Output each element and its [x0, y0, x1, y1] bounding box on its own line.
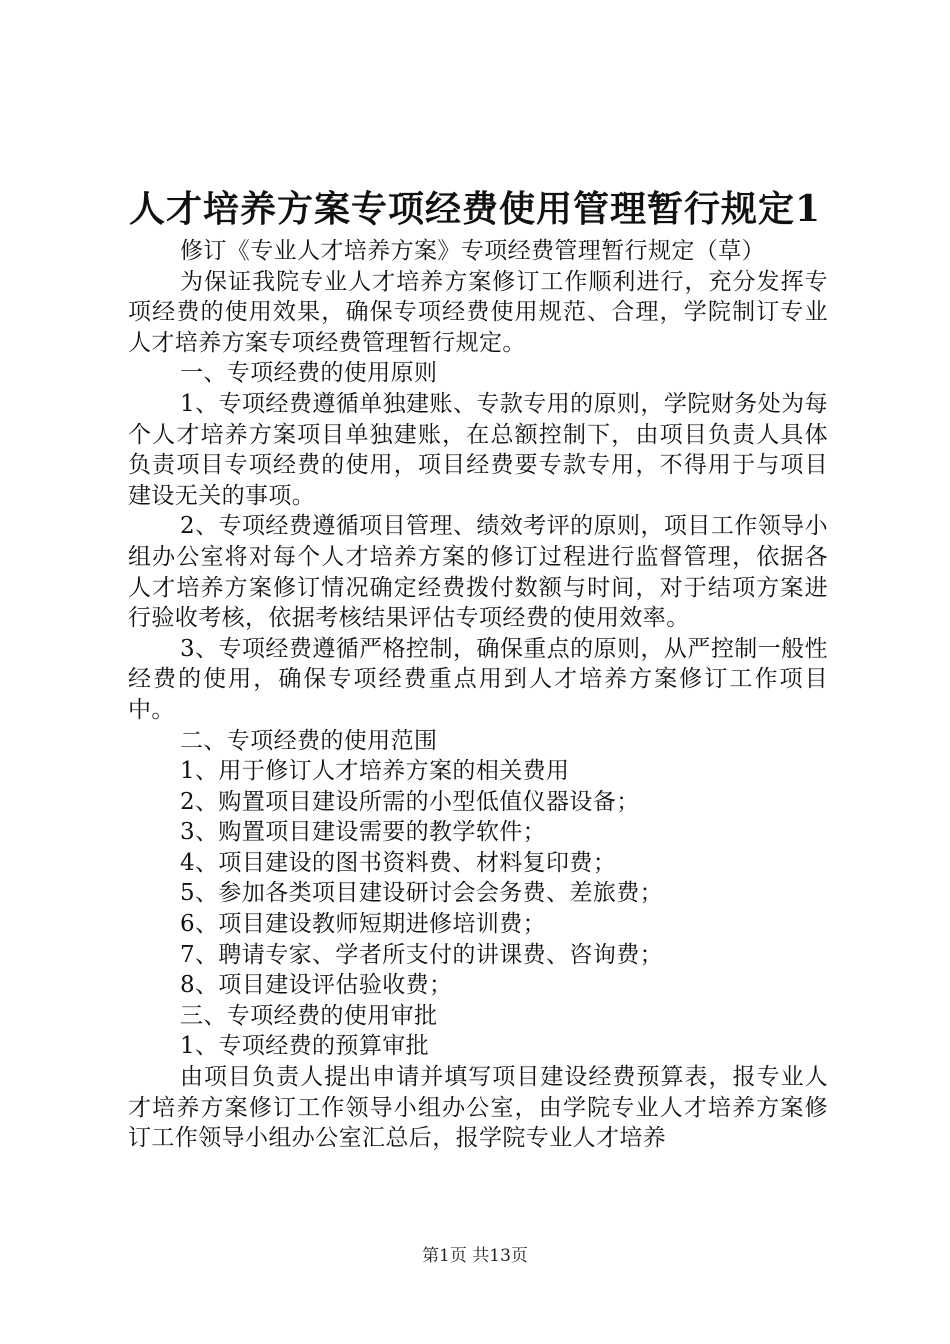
- document-body: [128, 236, 828, 1154]
- list-item: 6、项目建设教师短期进修培训费；: [180, 911, 547, 938]
- section-heading-3: 三、专项经费的使用审批: [180, 1002, 438, 1029]
- list-item: 2、购置项目建设所需的小型低值仪器设备；: [180, 788, 640, 815]
- document-subtitle: 修订《专业人才培养方案》专项经费管理暂行规定（草）: [180, 238, 765, 264]
- list-item: 8、项目建设评估验收费；: [180, 972, 453, 999]
- paragraph-principle-1: 1、专项经费遵循单独建账、专款专用的原则，学院财务处为每个人才培养方案项目单独建账，在总额控制下，由项目负责人具体负责项目专项经费的使用，项目经费要专款专用，不得用于与项目建设无关的事项。: [128, 390, 828, 509]
- paragraph-principle-3: 3、专项经费遵循严格控制，确保重点的原则，从严控制一般性经费的使用，确保专项经费重点用到人才培养方案修订工作项目中。: [128, 635, 828, 723]
- page-footer: 第1页 共13页: [422, 1246, 528, 1266]
- paragraph-budget-approval: 由项目负责人提出申请并填写项目建设经费预算表，报专业人才培养方案修订工作领导小组办公室，由学院专业人才培养方案修订工作领导小组办公室汇总后，报学院专业人才培养: [128, 1064, 828, 1152]
- paragraph-principle-2: 2、专项经费遵循项目管理、绩效考评的原则，项目工作领导小组办公室将对每个人才培养方案的修订过程进行监督管理，依据各人才培养方案修订情况确定经费拨付数额与时间，对于结项方案进行验收考核，依据考核结果评估专项经费的使用效率。: [128, 513, 828, 632]
- list-item: 3、购置项目建设需要的教学软件；: [180, 819, 547, 846]
- list-item: 1、用于修订人才培养方案的相关费用: [180, 758, 570, 785]
- list-item: 7、聘请专家、学者所支付的讲课费、咨询费；: [180, 941, 664, 968]
- paragraph-intro: 为保证我院专业人才培养方案修订工作顺利进行，充分发挥专项经费的使用效果，确保专项经费使用规范、合理，学院制订专业人才培养方案专项经费管理暂行规定。: [128, 268, 828, 356]
- list-item: 4、项目建设的图书资料费、材料复印费；: [180, 849, 617, 876]
- section-heading-1: 一、专项经费的使用原则: [180, 360, 438, 387]
- list-item: 5、参加各类项目建设研讨会会务费、差旅费；: [180, 880, 664, 907]
- document-title: 人才培养方案专项经费使用管理暂行规定1: [128, 188, 822, 230]
- section-heading-2: 二、专项经费的使用范围: [180, 727, 438, 754]
- subsection-heading: 1、专项经费的预算审批: [180, 1033, 430, 1060]
